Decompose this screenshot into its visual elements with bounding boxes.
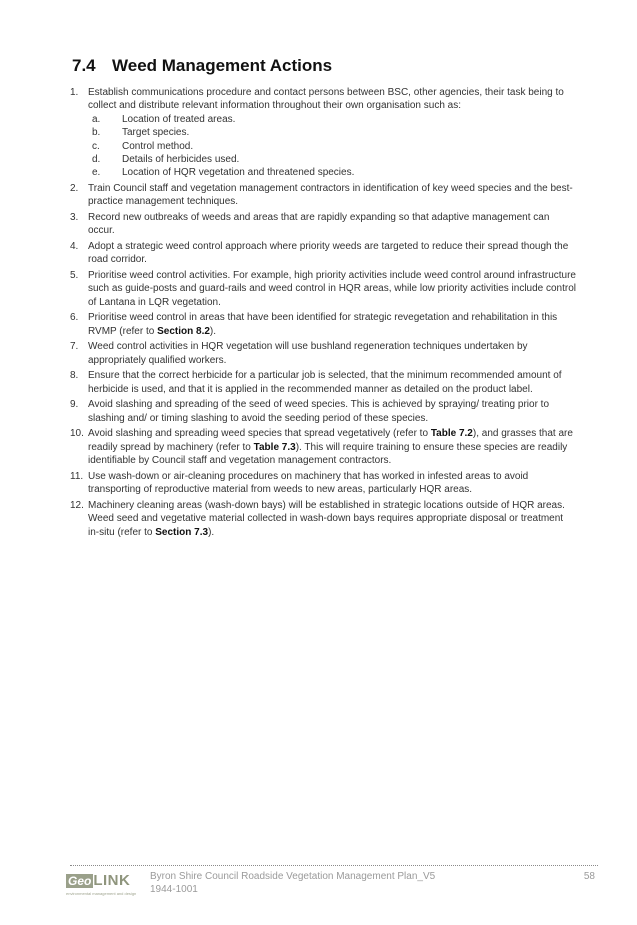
footer-divider [70, 865, 598, 866]
text-run: ), and grasses that are readily spread by machinery (refer to [88, 428, 573, 453]
sub-list-text: Control method. [122, 140, 194, 152]
list-item [70, 470, 576, 497]
list-item-number: 3. [70, 212, 79, 224]
sub-list-letter: c. [92, 140, 100, 152]
list-item [70, 499, 576, 539]
list-item-text [88, 427, 576, 467]
list-item-number: 6. [70, 312, 79, 324]
text-run: Prioritise weed control activities. For example, high priority activities include weed control around infrastructure such as guide-posts and guard-rails and weed control in HQR areas, while low priority activities include control of Lantana in LQR vegetation. [88, 270, 577, 308]
list-item-text [88, 499, 576, 539]
list-item-text [88, 240, 576, 267]
text-run: Use wash-down or air-cleaning procedures on machinery that has worked in infested areas to avoid transporting of reproductive material from weeds to new areas, particularly HQR areas. [88, 470, 529, 496]
logo-mark: Geo [68, 874, 92, 888]
list-item-text [88, 470, 576, 497]
logo-word: LINK [93, 872, 131, 889]
sub-list-item [88, 153, 576, 166]
cross-reference: Section 7.3 [155, 526, 209, 538]
list-item-number: 2. [70, 183, 79, 195]
sub-list-text: Details of herbicides used. [122, 154, 240, 166]
list-item [70, 427, 576, 467]
footer-document-title: Byron Shire Council Roadside Vegetation Management Plan_V5 [150, 871, 436, 882]
text-run: Avoid slashing and spreading of the seed of weed species. This is achieved by spraying/ treating prior to slashing and/ or timing slashing to avoid the seeding period of these species. [88, 399, 550, 424]
list-item [70, 86, 576, 180]
section-title: Weed Management Actions [112, 56, 333, 75]
text-run: Prioritise weed control in areas that have been identified for strategic revegetation and rehabilitation in this RVMP (refer to [88, 312, 558, 337]
text-run: Adopt a strategic weed control approach where priority weeds are targeted to reduce their spread though the road corridor. [88, 241, 569, 266]
list-item [70, 240, 576, 267]
text-run: ). This will require training to ensure these species are readily identifiable by Council staff and vegetation management contractors. [88, 441, 568, 467]
list-item-number: 12. [70, 499, 84, 511]
sub-list-item [88, 166, 576, 179]
list-item-number: 10. [70, 428, 84, 440]
list-item-number: 5. [70, 270, 79, 282]
section-number: 7.4 [72, 56, 96, 75]
text-run: ). [209, 325, 217, 337]
list-item-text [88, 369, 576, 396]
list-item [70, 340, 576, 367]
text-run: Weed control activities in HQR vegetation will use bushland regeneration techniques undertaken by appropriately qualified workers. [88, 341, 528, 366]
list-item [70, 369, 576, 396]
text-run: Avoid slashing and spreading weed species that spread vegetatively (refer to [88, 428, 431, 440]
sub-list-letter: d. [92, 154, 101, 166]
list-item-text [88, 86, 576, 180]
list-item-number: 9. [70, 399, 79, 411]
sub-list-item [88, 126, 576, 139]
sub-list-text: Target species. [122, 127, 190, 139]
sub-list-text: Location of treated areas. [122, 113, 236, 125]
list-item [70, 182, 576, 209]
list-item-number: 4. [70, 241, 79, 253]
text-run: Machinery cleaning areas (wash-down bays) will be established in strategic locations outside of HQR areas. Weed seed and vegetative material collected in wash-down bays requires appropriate disposal or treatment in-situ (refer to [88, 499, 565, 538]
section-heading [72, 56, 332, 76]
cross-reference: Table 7.3 [253, 441, 296, 453]
list-item-text [88, 340, 576, 367]
list-item-text [88, 398, 576, 425]
list-item-text [88, 211, 576, 238]
list-item-number: 8. [70, 370, 79, 382]
list-item-number: 11. [70, 470, 84, 482]
list-item [70, 398, 576, 425]
list-item-text [88, 269, 576, 309]
text-run: Train Council staff and vegetation management contractors in identification of key weed species and the best-practice management techniques. [88, 183, 573, 208]
cross-reference: Section 8.2 [157, 325, 210, 337]
page-number: 58 [583, 871, 595, 882]
weed-actions-list [70, 86, 576, 541]
geolink-logo [66, 872, 142, 900]
text-run: Ensure that the correct herbicide for a particular job is selected, that the minimum recommended amount of herbicide is used, and that it is applied in the recommended manner as detailed on the product label. [88, 370, 562, 395]
sub-list-item [88, 140, 576, 153]
sub-list-item [88, 113, 576, 126]
cross-reference: Table 7.2 [430, 428, 473, 440]
logo-tagline: environmental management and design [66, 891, 137, 896]
list-item [70, 269, 576, 309]
sub-list-letter: a. [92, 113, 101, 125]
sub-list-letter: b. [92, 127, 101, 139]
list-item [70, 211, 576, 238]
sub-list-letter: e. [92, 167, 101, 179]
list-item-text [88, 182, 576, 209]
text-run: Establish communications procedure and contact persons between BSC, other agencies, their task being to collect and distribute relevant information throughout their own organisation such as: [88, 87, 564, 112]
text-run: ). [208, 526, 215, 538]
list-item-number: 7. [70, 341, 79, 353]
list-item [70, 311, 576, 338]
text-run: Record new outbreaks of weeds and areas that are rapidly expanding so that adaptive management can occur. [88, 212, 550, 237]
sub-list-text: Location of HQR vegetation and threatened species. [122, 167, 355, 179]
list-item-text [88, 311, 576, 338]
footer-document-code: 1944-1001 [150, 884, 198, 895]
list-item-number: 1. [70, 87, 79, 98]
